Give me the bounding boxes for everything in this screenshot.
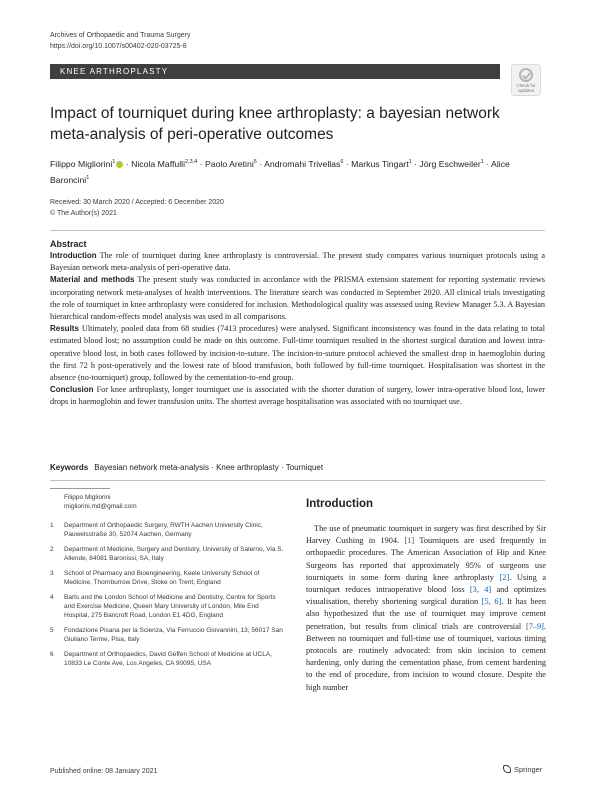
author-name[interactable]: Markus Tingart	[351, 159, 409, 169]
affiliation-list	[50, 521, 285, 668]
journal-header	[50, 30, 190, 52]
body-text: . It has been also hypothesized that the use of tourniquet may improve cement penetration, but results from clinical trials are controversial	[306, 597, 546, 631]
affiliation-text: Department of Orthopaedics, David Geffen School of Medicine at UCLA, 10833 Le Conte Ave, Los Angeles, CA 90095, USA	[64, 651, 272, 667]
author-affiliation-ref: 6	[340, 159, 344, 165]
abstract-section	[50, 323, 545, 384]
abstract-section-text: Ultimately, pooled data from 68 studies (7413 procedures) were analysed. Significant inconsistency was found in the data relating to total estimated blood lost; no assumption could be made on this outcome. Full-time tourniquet resulted in the shortest surgical duration and lowest intra-operative blood lost, in both cases followed by incision-to-suture. The incision-to-suture protocol achieved the smallest drop in haemoglobin during the first 72 h post-operatively and the lowest rate of blood transfusion, both followed by full-time tourniquet. Hospitalisation was shortest in the absence (no-tourniquet) group, followed by the cementation-to-end group.	[50, 324, 545, 383]
author-name[interactable]: Paolo Aretini	[204, 159, 254, 169]
affiliation-number: 5	[50, 627, 54, 634]
footnote-rule	[50, 488, 110, 489]
abstract-section-text: For knee arthroplasty, longer tourniquet use is associated with the shorter duration of surgery, lower intra-operative blood lost, lower drops in haemoglobin and fewer transfusion units. The shortest average hospitalisation was associated with no tourniquet use.	[50, 385, 545, 407]
author-name[interactable]: Nicola Maffulli	[131, 159, 185, 169]
body-text: . Using a tourniquet reduces intraoperative blood loss	[306, 572, 547, 595]
keywords	[50, 462, 323, 474]
corresponding-author: Filippo Migliorini	[64, 494, 111, 501]
citation-link[interactable]: [2]	[499, 572, 510, 582]
affiliation-number: 6	[50, 651, 54, 658]
check-for-updates-badge[interactable]	[511, 64, 541, 96]
affiliation-item	[50, 545, 285, 563]
citation-link[interactable]: [3, 4]	[469, 585, 492, 595]
abstract-heading: Abstract	[50, 239, 87, 249]
affiliation-text: Fondazione Pisana per la Scienza, Via Ferruccio Giovannini, 13, 56017 San Giuliano Terme, Pisa, Italy	[64, 627, 283, 643]
abstract-section-label: Results	[50, 324, 79, 334]
keywords-text: Bayesian network meta-analysis · Knee arthroplasty · Tourniquet	[94, 463, 324, 472]
affiliation-item	[50, 650, 285, 668]
article-dates	[50, 198, 224, 219]
affiliation-number: 2	[50, 546, 54, 553]
article-title: Impact of tourniquet during knee arthroplasty: a bayesian network meta-analysis of peri-operative outcomes	[50, 105, 500, 143]
affiliation-item	[50, 521, 285, 539]
badge-label: Check for updates	[516, 83, 536, 93]
corresponding-email[interactable]: migliorini.md@gmail.com	[64, 503, 137, 510]
citation-link[interactable]: [1]	[404, 536, 415, 546]
abstract-section	[50, 384, 545, 408]
affiliation-number: 1	[50, 522, 54, 529]
author-affiliation-ref: 2,3,4	[185, 159, 198, 165]
author-affiliation-ref: 1	[86, 175, 90, 181]
abstract-section	[50, 250, 545, 274]
abstract-section-label: Material and methods	[50, 275, 135, 285]
abstract-section-text: The role of tourniquet during knee arthroplasty is controversial. The present study compares various tourniquet protocols using a Bayesian network meta-analysis of peri-operative data.	[50, 251, 545, 273]
author-name[interactable]: Alice Baroncini	[50, 159, 510, 185]
springer-horse-icon	[503, 765, 511, 773]
affiliation-text: Department of Medicine, Surgery and Dentistry, University of Salerno, Via S. Allende, 84081 Baronissi, SA, Italy	[64, 546, 284, 562]
introduction-body	[306, 523, 546, 694]
divider	[50, 230, 545, 231]
abstract-section-label: Conclusion	[50, 385, 94, 395]
introduction-heading: Introduction	[306, 498, 374, 510]
author-affiliation-ref: 1	[480, 159, 484, 165]
abstract-body	[50, 250, 545, 409]
affiliation-text: Barts and the London School of Medicine and Dentistry, Centre for Sports and Exercise Medicine, Queen Mary University of London, Mile End Hospital, 275 Bancroft Road, London E1 4DG, England	[64, 594, 276, 619]
abstract-section-label: Introduction	[50, 251, 97, 260]
body-text: The use of pneumatic tourniquet in surgery was first described by Sir Harvey Cushing in 1904.	[306, 524, 546, 546]
doi-link[interactable]: https://doi.org/10.1007/s00402-020-03725-8	[50, 43, 187, 50]
keywords-label: Keywords	[50, 463, 89, 472]
author-affiliation-ref: 5	[253, 159, 257, 165]
author-list: Filippo Migliorini$^1$ · Nicola Maffulli$^{2,3,4}$ · Paolo Aretini$^5$ · Andromahi Trivellas$^6$ · Markus Tingart$^1$ · Jörg Eschweiler$^1$ · Alice Baroncini$^1$	[50, 159, 510, 185]
abstract-section	[50, 274, 545, 323]
body-text: . Between no tourniquet and full-time use of tourniquet, various timing protocols are routinely advocated: from skin incision to cement hardening, only during the cementation phase, from cement hardening to the end of procedure, from incision to wound closure. Despite the high number	[306, 621, 546, 692]
abstract-section-text: The present study was conducted in accordance with the PRISMA extension statement for reporting systematic reviews incorporating network meta-analyses of health interventions. The literature search was conducted in September 2020. All clinical trials investigating the role of tourniquet in knee arthroplasty were considered for inclusion. Methodological quality was assessed using Review Manager 5.3. A Bayesian hierarchical random-effects model analysis was used in all comparisons.	[50, 275, 545, 322]
orcid-icon[interactable]	[116, 161, 123, 168]
body-text: and optimizes visualisation, thereby shortening surgical duration	[306, 585, 546, 607]
section-banner: KNEE ARTHROPLASTY	[50, 64, 500, 79]
received-accepted: Received: 30 March 2020 / Accepted: 6 December 2020	[50, 199, 224, 206]
affiliations-column	[50, 488, 285, 674]
affiliation-item	[50, 569, 285, 587]
published-online: Published online: 08 January 2021	[50, 768, 158, 775]
body-text: Tourniquets are used frequently in orthopaedic procedures. The American Association of Hip and Knee Surgeons has reported that approximately 95% of surgeons use tourniquets in some form during knee arthroplasty	[306, 536, 547, 582]
author-name[interactable]: Andromahi Trivellas	[264, 159, 341, 169]
author-affiliation-ref: 1	[408, 159, 412, 165]
publisher-logo	[503, 765, 542, 774]
author-name[interactable]: Filippo Migliorini	[50, 159, 113, 169]
affiliation-item	[50, 593, 285, 620]
affiliation-text: Department of Orthopaedic Surgery, RWTH Aachen University Clinic, Pauwelsstraße 30, 52074 Aachen, Germany	[64, 522, 263, 538]
affiliation-text: School of Pharmacy and Bioengineering, Keele University School of Medicine, Thornburrow Drive, Stoke on Trent, England	[64, 570, 260, 586]
journal-name: Archives of Orthopaedic and Trauma Surgery	[50, 32, 191, 39]
publisher-name: Springer	[514, 765, 543, 774]
citation-link[interactable]: [5, 6]	[481, 597, 502, 607]
affiliation-item	[50, 626, 285, 644]
copyright: © The Author(s) 2021	[50, 209, 117, 217]
author-name[interactable]: Jörg Eschweiler	[419, 159, 481, 169]
check-circle-icon	[519, 68, 533, 82]
affiliation-number: 4	[50, 594, 54, 601]
affiliation-number: 3	[50, 570, 54, 577]
citation-link[interactable]: [7–9]	[525, 621, 544, 631]
author-affiliation-ref: 1	[112, 159, 116, 165]
divider	[50, 480, 545, 481]
